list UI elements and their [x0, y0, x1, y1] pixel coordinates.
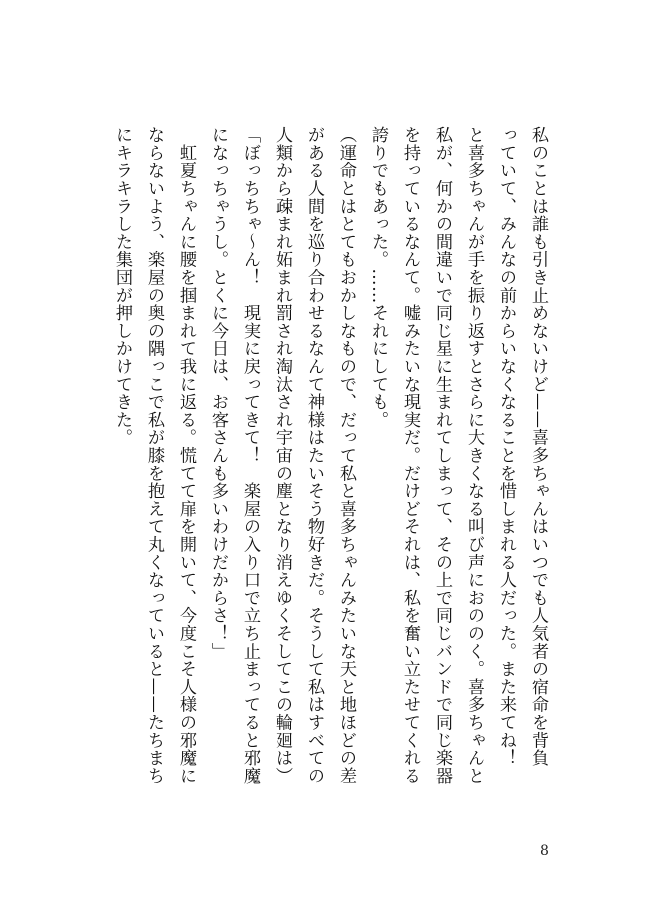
text-line: 人類から疎まれ妬まれ罰され淘汰され宇宙の塵となり消えゆくそしてこの輪廻は） — [272, 126, 292, 785]
text-line: と喜多ちゃんが手を振り返すとさらに大きくなる叫び声におののく。喜多ちゃんと — [464, 126, 484, 785]
text-line: 誇りでもあった。……それにしても。 — [368, 126, 388, 429]
text-line: 「ぼっちちゃ〜ん！ 現実に戻ってきて！ 楽屋の入り口で立ち止まってると邪魔 — [240, 126, 260, 785]
text-line: っていて、みんなの前からいなくなることを惜しまれる人だった。また来てね！ — [496, 126, 516, 767]
text-line: になっちゃうし。とくに今日は、お客さんも多いわけだからさ！」 — [208, 126, 228, 660]
text-line: 私のことは誰も引き止めないけど——喜多ちゃんはいつでも人気者の宿命を背負 — [528, 126, 548, 767]
vertical-text-block — [106, 126, 554, 816]
text-line: 虹夏ちゃんに腰を掴まれて我に返る。慌てて扉を開いて、今度こそ人様の邪魔に — [176, 126, 196, 785]
text-line: がある人間を巡り合わせるなんて神様はたいそう物好きだ。そうして私はすべての — [304, 126, 324, 785]
text-line: 私が、何かの間違いで同じ星に生まれてしまって、その上で同じバンドで同じ楽器 — [432, 126, 452, 785]
text-line: ならないよう、楽屋の奥の隅っこで私が膝を抱えて丸くなっていると——たちまち — [144, 126, 164, 785]
page-number: 8 — [540, 843, 549, 859]
text-line: （運命とはとてもおかしなもので、だって私と喜多ちゃんみたいな天と地ほどの差 — [336, 126, 356, 785]
text-line: を持っているなんて。嘘みたいな現実だ。だけどそれは、私を奮い立たせてくれる — [400, 126, 420, 785]
text-line: にキラキラした集団が押しかけてきた。 — [112, 126, 132, 447]
